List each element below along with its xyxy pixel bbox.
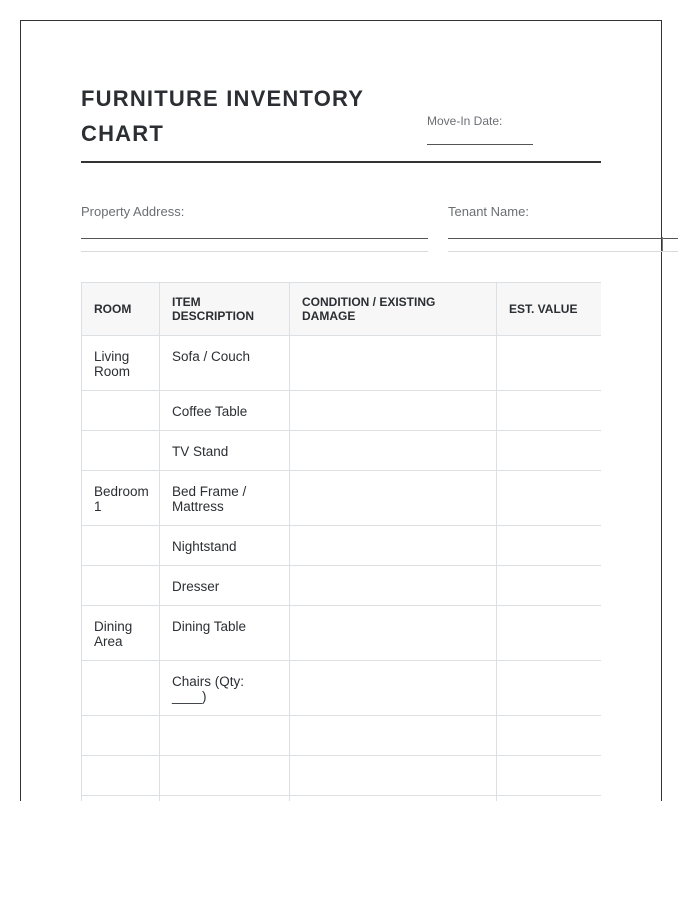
move-in-date-field[interactable] [427, 114, 537, 145]
value-text [497, 471, 601, 484]
room-cell[interactable] [82, 431, 160, 471]
table-row [82, 716, 602, 756]
value-cell[interactable] [497, 336, 602, 391]
condition-cell[interactable] [290, 756, 497, 796]
inventory-table-container [81, 282, 601, 801]
item-text: Dining Table [172, 619, 247, 634]
room-text [82, 566, 159, 579]
table-row [82, 606, 602, 661]
item-text: Dresser [172, 579, 220, 594]
room-text [82, 796, 159, 801]
item-text [160, 716, 289, 729]
condition-cell[interactable] [290, 391, 497, 431]
value-text [497, 606, 601, 619]
condition-text [290, 566, 496, 579]
table-row [82, 526, 602, 566]
condition-cell[interactable] [290, 336, 497, 391]
room-cell[interactable] [82, 471, 160, 526]
value-cell[interactable] [497, 796, 602, 802]
value-text [497, 756, 601, 769]
item-cell[interactable] [160, 661, 290, 716]
room-cell[interactable] [82, 716, 160, 756]
tenant-name-label: Tenant Name: [448, 204, 529, 219]
tenant-name-underline [448, 251, 678, 252]
value-text [497, 566, 601, 579]
condition-text [290, 716, 496, 729]
item-text: Sofa / Couch [172, 349, 251, 364]
value-text [497, 336, 601, 349]
value-cell[interactable] [497, 756, 602, 796]
room-text [82, 431, 159, 444]
inventory-table [81, 282, 601, 801]
condition-cell[interactable] [290, 431, 497, 471]
item-text [160, 796, 289, 801]
condition-text [290, 526, 496, 539]
room-text: Dining Area [94, 619, 133, 649]
move-in-date-label: Move-In Date: [427, 114, 503, 128]
column-header-condition [290, 283, 497, 336]
condition-text [290, 336, 496, 349]
room-text: Living Room [94, 349, 131, 379]
room-text [82, 526, 159, 539]
table-row [82, 661, 602, 716]
value-text [497, 391, 601, 404]
condition-cell[interactable] [290, 526, 497, 566]
table-row [82, 566, 602, 606]
property-address-underline [81, 251, 428, 252]
room-text: Bedroom 1 [94, 484, 149, 514]
item-text: Bed Frame / Mattress [172, 484, 247, 514]
column-header-label: CONDITION / EXISTING DAMAGE [302, 295, 436, 323]
condition-text [290, 391, 496, 404]
condition-cell[interactable] [290, 796, 497, 802]
tenant-name-line[interactable] [448, 238, 678, 239]
room-cell[interactable] [82, 796, 160, 802]
item-text: TV Stand [172, 444, 229, 459]
value-cell[interactable] [497, 431, 602, 471]
room-cell[interactable] [82, 391, 160, 431]
item-cell[interactable] [160, 526, 290, 566]
value-cell[interactable] [497, 471, 602, 526]
table-row [82, 756, 602, 796]
room-text [82, 756, 159, 769]
condition-text [290, 661, 496, 674]
item-cell[interactable] [160, 431, 290, 471]
item-cell[interactable] [160, 796, 290, 802]
value-text [497, 796, 601, 801]
inventory-page [20, 20, 662, 801]
value-text [497, 431, 601, 444]
column-header-item [160, 283, 290, 336]
table-row [82, 431, 602, 471]
item-cell[interactable] [160, 391, 290, 431]
value-cell[interactable] [497, 526, 602, 566]
table-row [82, 391, 602, 431]
condition-text [290, 796, 496, 801]
condition-text [290, 756, 496, 769]
column-header-label: ITEM DESCRIPTION [172, 295, 255, 323]
item-cell[interactable] [160, 756, 290, 796]
room-cell[interactable] [82, 756, 160, 796]
value-text [497, 716, 601, 729]
column-header-value [497, 283, 602, 336]
item-text [160, 756, 289, 769]
value-cell[interactable] [497, 716, 602, 756]
item-text: Nightstand [172, 539, 237, 554]
room-text [82, 391, 159, 404]
table-row [82, 796, 602, 802]
move-in-date-line[interactable] [427, 144, 533, 145]
table-row [82, 336, 602, 391]
header-divider [81, 161, 601, 163]
value-cell[interactable] [497, 661, 602, 716]
condition-cell[interactable] [290, 471, 497, 526]
item-cell[interactable] [160, 716, 290, 756]
condition-cell[interactable] [290, 716, 497, 756]
column-header-room [82, 283, 160, 336]
room-cell[interactable] [82, 566, 160, 606]
column-header-label: ROOM [94, 302, 132, 316]
room-cell[interactable] [82, 661, 160, 716]
condition-cell[interactable] [290, 661, 497, 716]
item-text: Chairs (Qty: ____) [172, 674, 245, 704]
room-cell[interactable] [82, 606, 160, 661]
item-cell[interactable] [160, 566, 290, 606]
value-text [497, 661, 601, 674]
condition-text [290, 471, 496, 484]
item-text: Coffee Table [172, 404, 248, 419]
property-address-label: Property Address: [81, 204, 185, 219]
room-text [82, 716, 159, 729]
value-text [497, 526, 601, 539]
condition-text [290, 431, 496, 444]
condition-cell[interactable] [290, 606, 497, 661]
property-address-line[interactable] [81, 238, 428, 239]
page-title: FURNITURE INVENTORY CHART [81, 86, 364, 146]
item-cell[interactable] [160, 336, 290, 391]
value-cell[interactable] [497, 606, 602, 661]
condition-cell[interactable] [290, 566, 497, 606]
page-edge-tick [662, 237, 663, 251]
condition-text [290, 606, 496, 619]
table-header-row [82, 283, 602, 336]
item-cell[interactable] [160, 471, 290, 526]
room-cell[interactable] [82, 526, 160, 566]
value-cell[interactable] [497, 566, 602, 606]
room-text [82, 661, 159, 674]
column-header-label: EST. VALUE [509, 302, 578, 316]
value-cell[interactable] [497, 391, 602, 431]
room-cell[interactable] [82, 336, 160, 391]
item-cell[interactable] [160, 606, 290, 661]
table-row [82, 471, 602, 526]
